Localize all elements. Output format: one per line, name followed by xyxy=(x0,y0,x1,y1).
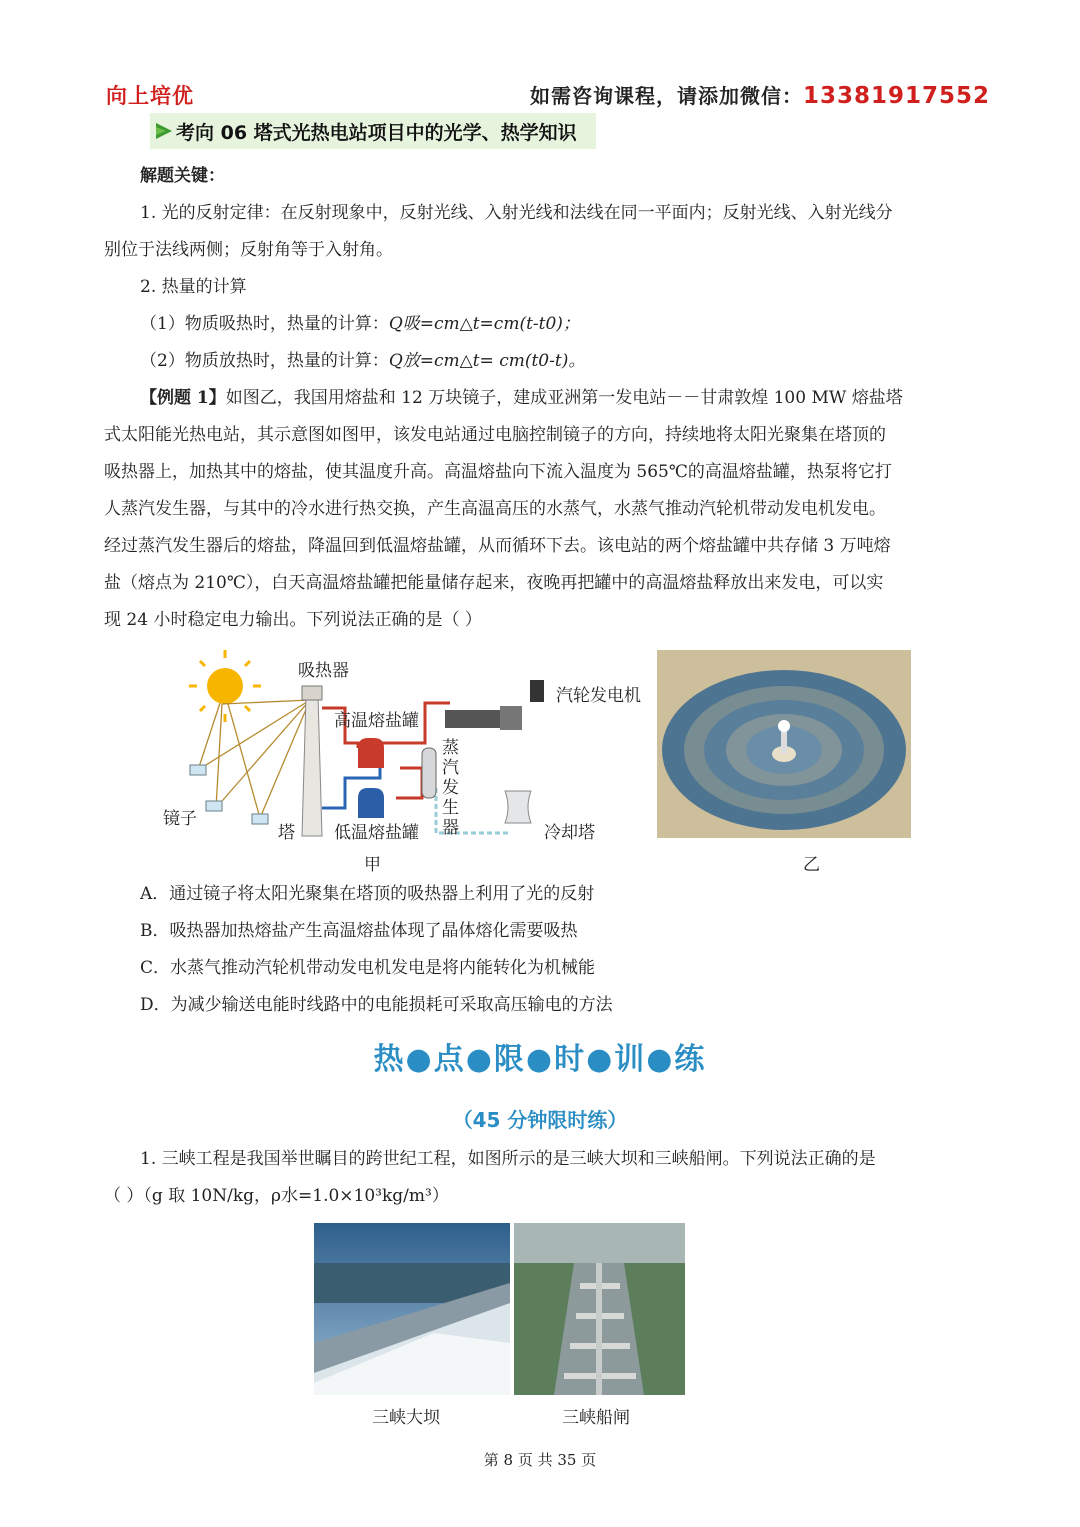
section-title: 考向 06 塔式光热电站项目中的光学、热学知识 xyxy=(176,121,577,144)
example-line-3: 吸热器上，加热其中的熔盐，使其温度升高。高温熔盐向下流入温度为 565℃的高温熔盐罐，热泵将它打 xyxy=(104,462,892,482)
contact-prefix: 如需咨询课程，请添加微信： xyxy=(530,84,803,108)
option-b: B．吸热器加热熔盐产生高温熔盐体现了晶体熔化需要吸热 xyxy=(140,921,578,941)
cooling-tower-shape xyxy=(505,791,531,823)
example-line-7: 现 24 小时稳定电力输出。下列说法正确的是（ ） xyxy=(104,610,482,630)
question-1-line2: （ ）（g 取 10N/kg，ρ水=1.0×10³kg/m³） xyxy=(104,1186,449,1206)
brand-name: 向上培优 xyxy=(106,84,194,108)
cold-tank-shape xyxy=(358,788,384,818)
key-item-2b-formula: Q放=cm△t= cm(t0-t)。 xyxy=(388,351,586,371)
caption-figure-b: 乙 xyxy=(803,855,820,875)
hot-tank-shape xyxy=(358,738,384,768)
phone-number: 13381917552 xyxy=(803,83,991,109)
turbine-shape xyxy=(445,680,544,730)
solar-field-photo xyxy=(657,650,911,838)
example-line-6: 盐（熔点为 210℃），白天高温熔盐罐把能量储存起来，夜晚再把罐中的高温熔盐释放出来发电，可以实 xyxy=(104,573,884,593)
label-mirror: 镜子 xyxy=(163,809,197,829)
option-d: D．为减少输送电能时线路中的电能损耗可采取高压输电的方法 xyxy=(140,995,613,1015)
key-item-1-line1: 1. 光的反射定律：在反射现象中，反射光线、入射光线和法线在同一平面内；反射光线、入射光线分 xyxy=(140,203,893,223)
contact-info xyxy=(530,80,990,109)
tower-shape xyxy=(302,686,322,836)
caption-figure-a: 甲 xyxy=(364,855,381,875)
example-label: 【例题 1】 xyxy=(140,388,226,408)
key-item-1-line2: 别位于法线两侧；反射角等于入射角。 xyxy=(104,240,393,260)
label-cold-tank: 低温熔盐罐 xyxy=(334,823,419,843)
steam-generator-shape xyxy=(422,748,436,798)
key-item-2a-prefix: （1）物质吸热时，热量的计算： xyxy=(140,314,389,334)
three-gorges-lock-photo xyxy=(514,1223,685,1395)
question-1-line1: 1. 三峡工程是我国举世瞩目的跨世纪工程，如图所示的是三峡大坝和三峡船闸。下列说法正确的是 xyxy=(140,1149,876,1169)
example-line-1: 【例题 1】如图乙，我国用熔盐和 12 万块镜子，建成亚洲第一发电站－－甘肃敦煌 100 MW 熔盐塔 xyxy=(140,388,903,408)
caption-lock: 三峡船闸 xyxy=(562,1408,630,1428)
sun-icon xyxy=(189,650,261,722)
key-item-2: 2. 热量的计算 xyxy=(140,277,247,297)
example-line-2: 式太阳能光热电站，其示意图如图甲，该发电站通过电脑控制镜子的方向，持续地将太阳光聚集在塔顶的 xyxy=(104,425,886,445)
option-c: C．水蒸气推动汽轮机带动发电机发电是将内能转化为机械能 xyxy=(140,958,596,978)
section-heading xyxy=(150,113,596,149)
key-item-2a xyxy=(140,306,580,343)
label-turbine: 汽轮发电机 xyxy=(556,686,641,706)
page-number: 第 8 页 共 35 页 xyxy=(483,1451,597,1469)
option-a: A．通过镜子将太阳光聚集在塔顶的吸热器上利用了光的反射 xyxy=(140,884,595,904)
label-hot-tank: 高温熔盐罐 xyxy=(334,711,419,731)
label-absorber: 吸热器 xyxy=(298,661,349,681)
key-item-2b xyxy=(140,343,585,380)
label-steam-generator: 蒸 汽 发 生 器 xyxy=(442,738,459,838)
example-line-5: 经过蒸汽发生器后的熔盐，降温回到低温熔盐罐，从而循环下去。该电站的两个熔盐罐中共存储 3 万吨熔 xyxy=(104,536,891,556)
label-tower: 塔 xyxy=(278,823,295,843)
example-line-4: 人蒸汽发生器，与其中的冷水进行热交换，产生高温高压的水蒸气，水蒸气推动汽轮机带动发电机发电。 xyxy=(104,499,886,519)
arrow-icon xyxy=(154,121,174,141)
caption-dam: 三峡大坝 xyxy=(372,1408,440,1428)
label-cooling-tower: 冷却塔 xyxy=(544,823,595,843)
keys-heading: 解题关键： xyxy=(140,166,225,186)
light-rays xyxy=(198,700,310,818)
mirror-icons xyxy=(190,765,268,824)
practice-title: 热●点●限●时●训●练 xyxy=(373,1042,707,1077)
practice-subtitle: （45 分钟限时练） xyxy=(452,1108,628,1132)
key-item-2a-formula: Q吸=cm△t=cm(t-t0)； xyxy=(388,314,580,334)
three-gorges-dam-photo xyxy=(314,1223,510,1395)
key-item-2b-prefix: （2）物质放热时，热量的计算： xyxy=(140,351,389,371)
